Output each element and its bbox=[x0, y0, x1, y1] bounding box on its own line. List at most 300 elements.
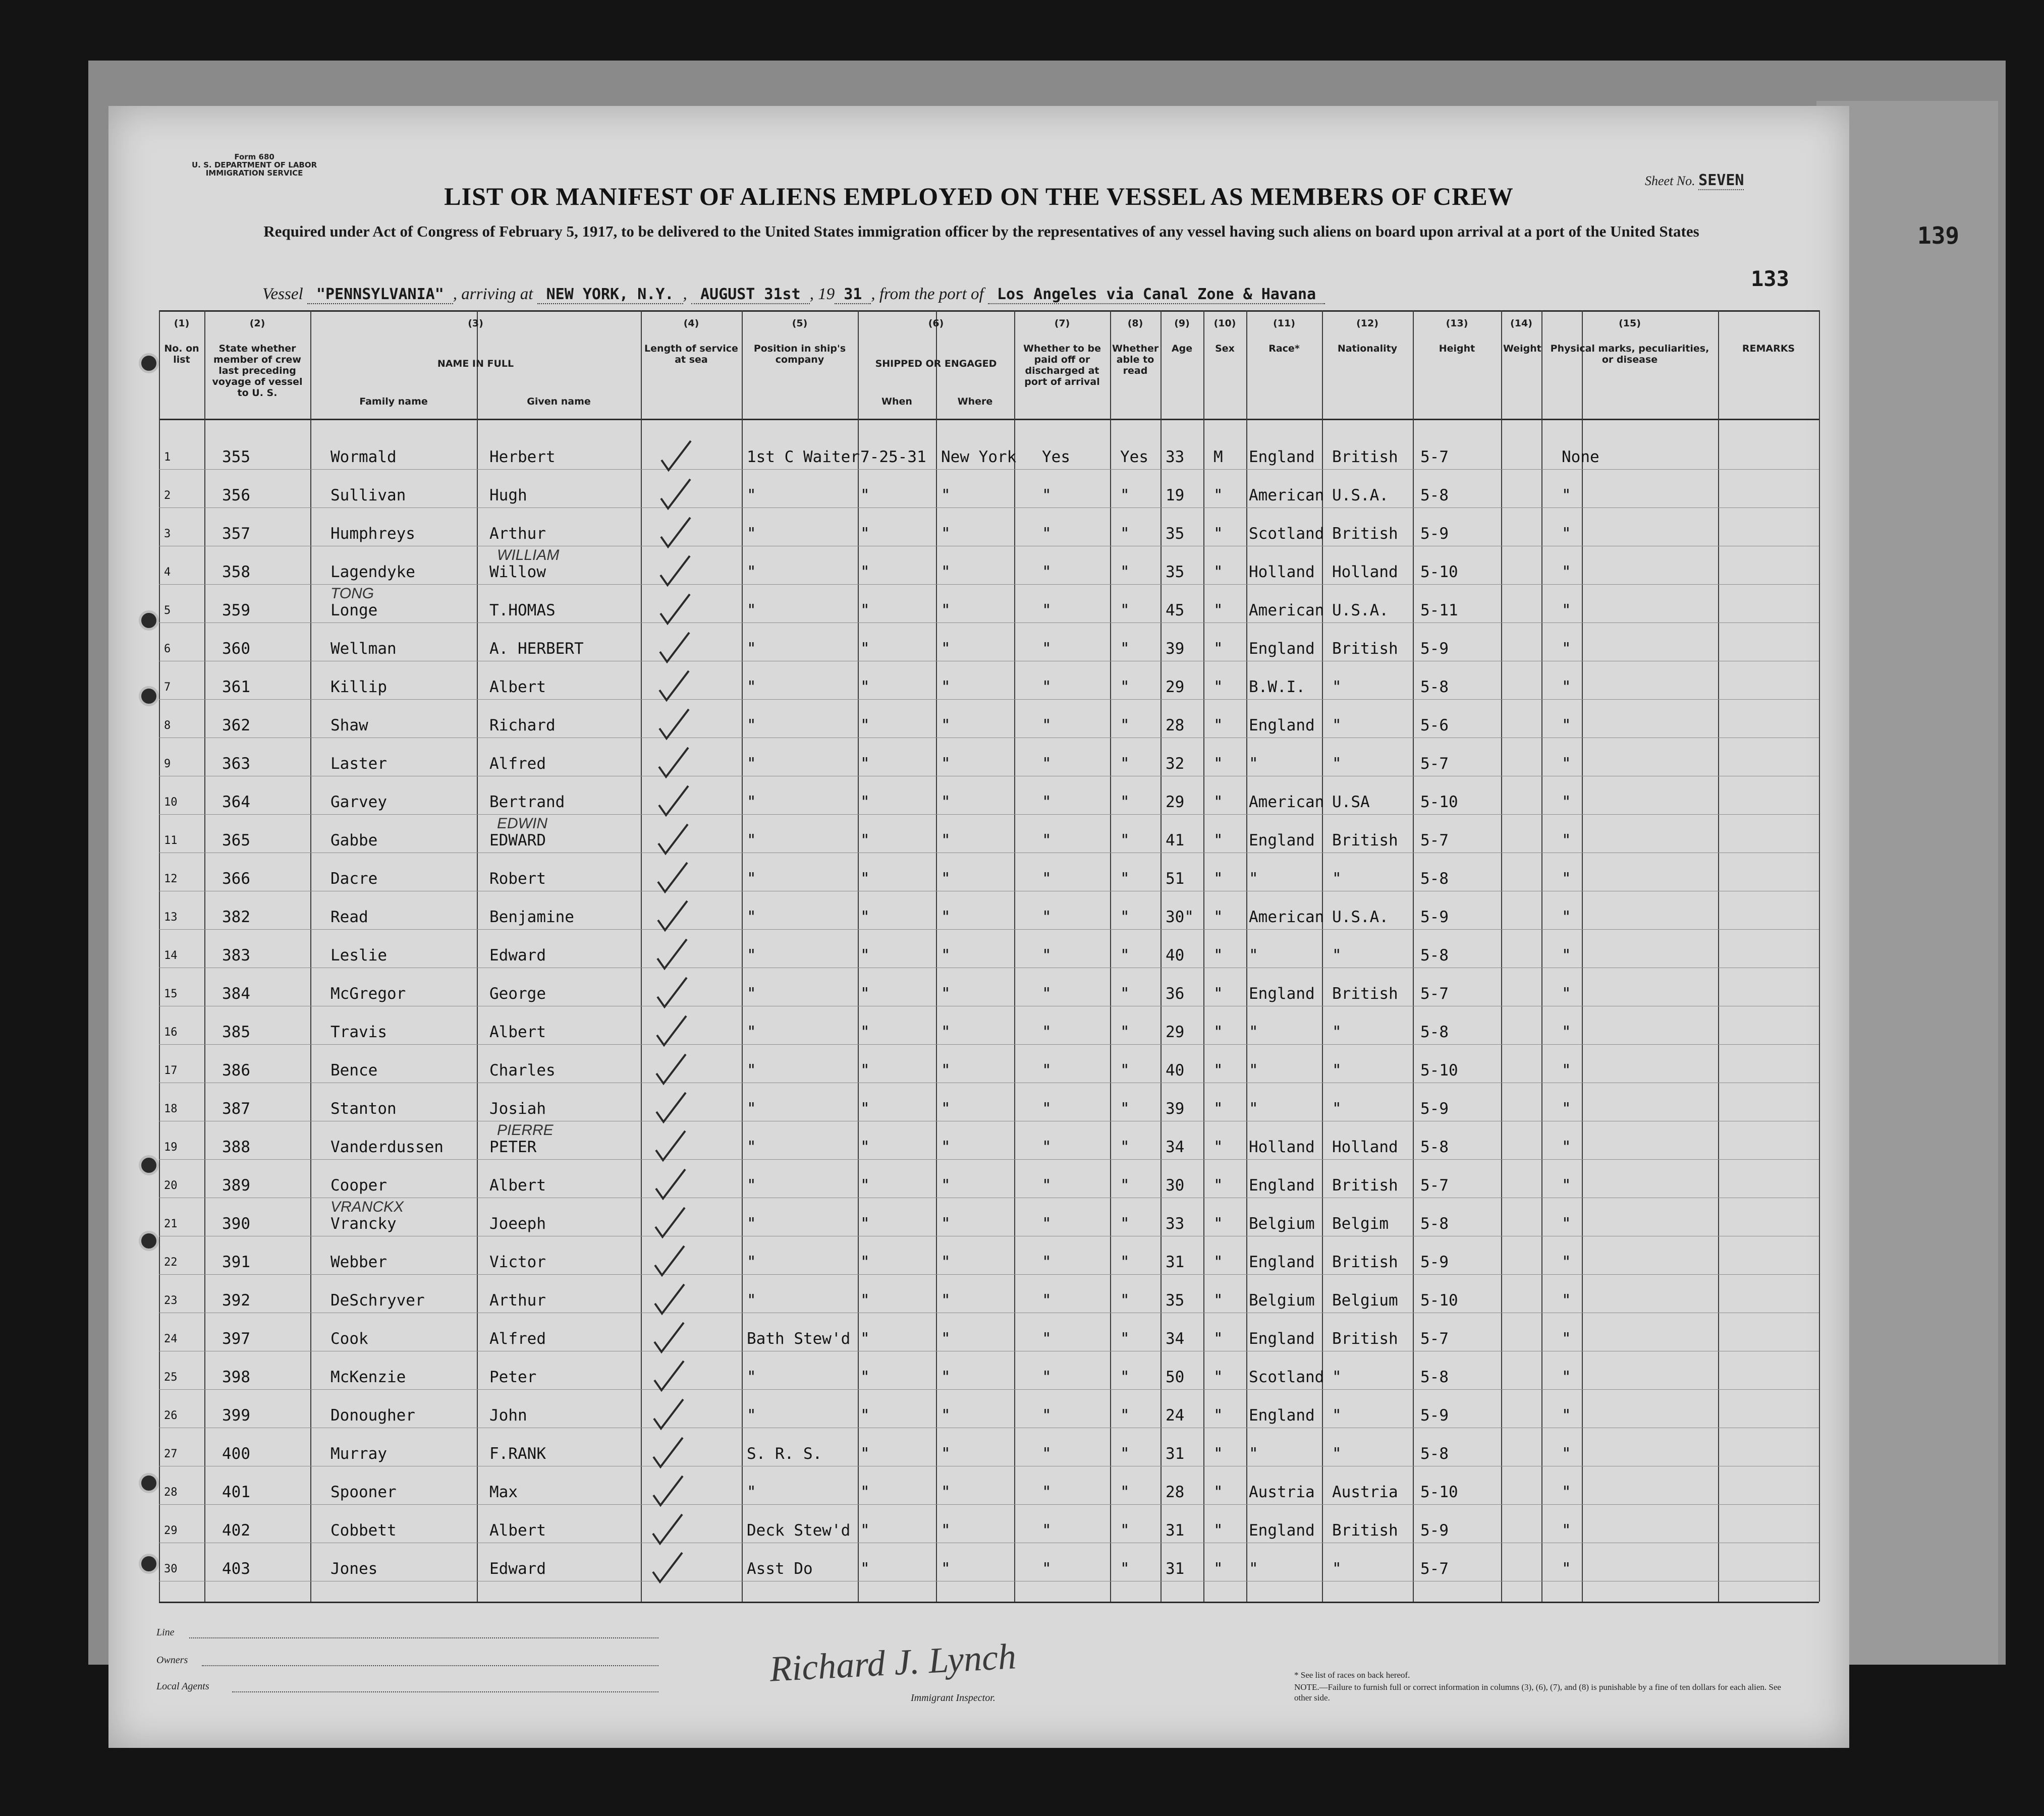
physical-marks-value: " bbox=[1562, 640, 1571, 658]
prev-voyage-value: 358 bbox=[222, 563, 250, 581]
given-name: Arthur bbox=[489, 1291, 546, 1310]
row-rule bbox=[159, 1504, 1819, 1505]
check-mark-icon bbox=[654, 976, 690, 1011]
race-value: England bbox=[1249, 448, 1315, 466]
column-rule bbox=[1110, 310, 1111, 1602]
age-value: 34 bbox=[1166, 1138, 1185, 1156]
page-subtitle: Required under Act of Congress of February 5, 1917, to be delivered to the United States immigration officer by the representatives of any vessel having such aliens on board upon arrival at a port of the United States bbox=[263, 222, 1699, 240]
row-rule bbox=[159, 814, 1819, 815]
age-value: 29 bbox=[1166, 793, 1185, 811]
physical-marks-value: " bbox=[1562, 1521, 1571, 1540]
sex-value: " bbox=[1213, 870, 1223, 888]
check-mark-icon bbox=[652, 1282, 687, 1318]
local-agents-field bbox=[232, 1691, 658, 1692]
paid-off-value: " bbox=[1042, 1215, 1052, 1233]
col-weight-number: (14) bbox=[1510, 318, 1532, 329]
position-value: " bbox=[747, 1483, 756, 1501]
prev-voyage-value: 362 bbox=[222, 716, 250, 734]
shipped-where: " bbox=[941, 946, 951, 964]
nationality-value: British bbox=[1332, 640, 1398, 658]
height-value: 5-7 bbox=[1420, 1560, 1449, 1578]
age-value: 31 bbox=[1166, 1560, 1185, 1578]
arrival-year: 31 bbox=[835, 286, 871, 304]
check-mark-icon bbox=[656, 707, 692, 743]
physical-marks-value: " bbox=[1562, 1176, 1571, 1195]
prev-voyage-value: 390 bbox=[222, 1215, 250, 1233]
prev-voyage-value: 401 bbox=[222, 1483, 250, 1501]
given-name: Bertrand bbox=[489, 793, 565, 811]
height-value: 5-7 bbox=[1420, 1176, 1449, 1195]
height-value: 5-8 bbox=[1420, 486, 1449, 504]
given-name: Arthur bbox=[489, 525, 546, 543]
family-name: Travis bbox=[330, 1023, 387, 1041]
shipped-when: " bbox=[860, 1368, 870, 1386]
given-name: John bbox=[489, 1406, 527, 1425]
race-value: " bbox=[1249, 1445, 1258, 1463]
age-value: 39 bbox=[1166, 640, 1185, 658]
col-nationality-number: (12) bbox=[1356, 318, 1378, 329]
age-value: 35 bbox=[1166, 563, 1185, 581]
column-rule bbox=[310, 310, 311, 1602]
nationality-value: Belgium bbox=[1332, 1291, 1398, 1310]
physical-marks-value: " bbox=[1562, 563, 1571, 581]
paid-off-value: " bbox=[1042, 1176, 1052, 1195]
row-number: 7 bbox=[164, 681, 171, 694]
physical-marks-value: " bbox=[1562, 1560, 1571, 1578]
back-sheet-number: 139 bbox=[1917, 222, 1960, 249]
read-value: " bbox=[1120, 1560, 1130, 1578]
shipped-where: " bbox=[941, 755, 951, 773]
shipped-where: " bbox=[941, 1560, 951, 1578]
read-value: " bbox=[1120, 1483, 1130, 1501]
read-value: " bbox=[1120, 678, 1130, 696]
form-number: Form 680 bbox=[234, 152, 274, 161]
given-name: EDWARD bbox=[489, 831, 546, 849]
row-number: 3 bbox=[164, 528, 171, 540]
shipped-where: " bbox=[941, 1483, 951, 1501]
col-prev-voyage-number: (2) bbox=[249, 318, 265, 329]
owners-field bbox=[202, 1665, 658, 1666]
position-value: " bbox=[747, 1368, 756, 1386]
col-no-label: No. on list bbox=[164, 343, 199, 365]
family-name: Gabbe bbox=[330, 831, 378, 849]
line-label: Line bbox=[156, 1627, 175, 1638]
position-value: 1st C Waiter bbox=[747, 448, 860, 466]
sex-value: " bbox=[1213, 640, 1223, 658]
col-age-number: (9) bbox=[1174, 318, 1190, 329]
family-name: Read bbox=[330, 908, 368, 926]
shipped-when: " bbox=[860, 1445, 870, 1463]
race-value: England bbox=[1249, 1330, 1315, 1348]
row-number: 5 bbox=[164, 604, 171, 617]
given-name: Joeeph bbox=[489, 1215, 546, 1233]
read-value: " bbox=[1120, 563, 1130, 581]
given-name: Hugh bbox=[489, 486, 527, 504]
col-name-number: (3) bbox=[468, 318, 483, 329]
given-name: Robert bbox=[489, 870, 546, 888]
col-remarks-label: REMARKS bbox=[1742, 343, 1795, 354]
punch-hole bbox=[139, 1554, 159, 1574]
shipped-when: " bbox=[860, 1138, 870, 1156]
nationality-value: " bbox=[1332, 870, 1342, 888]
row-rule bbox=[159, 469, 1819, 470]
race-value: Holland bbox=[1249, 563, 1315, 581]
family-name: Donougher bbox=[330, 1406, 415, 1425]
given-name: Alfred bbox=[489, 755, 546, 773]
local-agents-label: Local Agents bbox=[156, 1681, 209, 1692]
given-name: Josiah bbox=[489, 1100, 546, 1118]
physical-marks-value: " bbox=[1562, 525, 1571, 543]
physical-marks-value: " bbox=[1562, 870, 1571, 888]
row-number: 19 bbox=[164, 1141, 178, 1154]
sex-value: " bbox=[1213, 755, 1223, 773]
physical-marks-value: " bbox=[1562, 1215, 1571, 1233]
sex-value: M bbox=[1213, 448, 1223, 466]
check-mark-icon bbox=[651, 1359, 687, 1394]
row-rule bbox=[159, 737, 1819, 738]
age-value: 31 bbox=[1166, 1445, 1185, 1463]
nationality-value: U.S.A. bbox=[1332, 486, 1389, 504]
shipped-when: " bbox=[860, 486, 870, 504]
prev-voyage-value: 389 bbox=[222, 1176, 250, 1195]
age-value: 30 bbox=[1166, 1176, 1185, 1195]
arriving-label: , arriving at bbox=[453, 285, 533, 303]
punch-hole bbox=[139, 353, 159, 373]
height-value: 5-7 bbox=[1420, 985, 1449, 1003]
nationality-value: " bbox=[1332, 755, 1342, 773]
family-name: DeSchryver bbox=[330, 1291, 425, 1310]
nationality-value: British bbox=[1332, 525, 1398, 543]
nationality-value: " bbox=[1332, 1100, 1342, 1118]
sex-value: " bbox=[1213, 831, 1223, 849]
shipped-when: " bbox=[860, 1406, 870, 1425]
row-rule bbox=[159, 1274, 1819, 1275]
paid-off-value: " bbox=[1042, 601, 1052, 619]
given-name: Albert bbox=[489, 1176, 546, 1195]
read-value: " bbox=[1120, 1445, 1130, 1463]
prev-voyage-value: 361 bbox=[222, 678, 250, 696]
physical-marks-value: " bbox=[1562, 716, 1571, 734]
c3-given-subheader: Given name bbox=[527, 396, 591, 407]
age-value: 28 bbox=[1166, 1483, 1185, 1501]
family-name: Laster bbox=[330, 755, 387, 773]
height-value: 5-6 bbox=[1420, 716, 1449, 734]
physical-marks-value: " bbox=[1562, 1445, 1571, 1463]
line-field bbox=[189, 1637, 658, 1638]
row-number: 9 bbox=[164, 758, 171, 770]
check-mark-icon bbox=[655, 861, 690, 896]
race-value: " bbox=[1249, 946, 1258, 964]
arrival-date: AUGUST 31st bbox=[691, 286, 810, 304]
shipped-where: " bbox=[941, 1100, 951, 1118]
row-number: 13 bbox=[164, 911, 178, 924]
family-name: Murray bbox=[330, 1445, 387, 1463]
read-value: " bbox=[1120, 525, 1130, 543]
manifest-page bbox=[108, 106, 1849, 1748]
nationality-value: " bbox=[1332, 716, 1342, 734]
age-value: 29 bbox=[1166, 678, 1185, 696]
row-number: 11 bbox=[164, 834, 178, 847]
col-position-label: Position in ship's company bbox=[753, 343, 846, 365]
physical-marks-value: " bbox=[1562, 1023, 1571, 1041]
prev-voyage-value: 391 bbox=[222, 1253, 250, 1271]
prev-voyage-value: 400 bbox=[222, 1445, 250, 1463]
departure-port: Los Angeles via Canal Zone & Havana bbox=[988, 286, 1325, 304]
read-value: " bbox=[1120, 1100, 1130, 1118]
shipped-when: " bbox=[860, 1215, 870, 1233]
prev-voyage-value: 392 bbox=[222, 1291, 250, 1310]
punch-hole bbox=[139, 1473, 159, 1493]
column-rule bbox=[1819, 310, 1820, 1602]
height-value: 5-8 bbox=[1420, 1138, 1449, 1156]
prev-voyage-value: 398 bbox=[222, 1368, 250, 1386]
check-mark-icon bbox=[657, 592, 693, 628]
race-value: " bbox=[1249, 1023, 1258, 1041]
sheet-no-value: SEVEN bbox=[1698, 172, 1744, 189]
shipped-where: " bbox=[941, 1023, 951, 1041]
shipped-when: " bbox=[860, 1521, 870, 1540]
paid-off-value: Yes bbox=[1042, 448, 1070, 466]
shipped-when: " bbox=[860, 1483, 870, 1501]
prev-voyage-value: 365 bbox=[222, 831, 250, 849]
nationality-value: " bbox=[1332, 678, 1342, 696]
paid-off-value: " bbox=[1042, 1100, 1052, 1118]
shipped-where: " bbox=[941, 601, 951, 619]
nationality-value: U.S.A. bbox=[1332, 601, 1389, 619]
shipped-when: " bbox=[860, 1100, 870, 1118]
physical-marks-value: None bbox=[1562, 448, 1599, 466]
age-value: 31 bbox=[1166, 1521, 1185, 1540]
nationality-value: Holland bbox=[1332, 563, 1398, 581]
family-name: McGregor bbox=[330, 985, 406, 1003]
column-rule bbox=[1718, 310, 1719, 1602]
family-name-correction: TONG bbox=[330, 585, 374, 602]
race-value: England bbox=[1249, 1521, 1315, 1540]
sex-value: " bbox=[1213, 1253, 1223, 1271]
shipped-where: " bbox=[941, 1253, 951, 1271]
family-name: Stanton bbox=[330, 1100, 397, 1118]
paid-off-value: " bbox=[1042, 1406, 1052, 1425]
check-mark-icon bbox=[650, 1512, 685, 1548]
position-value: " bbox=[747, 1061, 756, 1080]
read-value: " bbox=[1120, 716, 1130, 734]
check-mark-icon bbox=[657, 554, 693, 589]
height-value: 5-10 bbox=[1420, 1061, 1458, 1080]
year-prefix: 19 bbox=[818, 285, 835, 303]
col-age-label: Age bbox=[1171, 343, 1193, 354]
col-service-label: Length of service at sea bbox=[644, 343, 738, 365]
sex-value: " bbox=[1213, 678, 1223, 696]
paid-off-value: " bbox=[1042, 525, 1052, 543]
prev-voyage-value: 397 bbox=[222, 1330, 250, 1348]
race-value: Scotland bbox=[1249, 525, 1324, 543]
prev-voyage-value: 387 bbox=[222, 1100, 250, 1118]
physical-marks-value: " bbox=[1562, 1253, 1571, 1271]
given-name: Albert bbox=[489, 1521, 546, 1540]
given-name: Peter bbox=[489, 1368, 537, 1386]
given-name: PETER bbox=[489, 1138, 537, 1156]
family-name: Dacre bbox=[330, 870, 378, 888]
check-mark-icon bbox=[652, 1206, 688, 1241]
row-number: 2 bbox=[164, 489, 171, 502]
vessel-label: Vessel bbox=[262, 285, 303, 303]
height-value: 5-10 bbox=[1420, 1291, 1458, 1310]
read-value: " bbox=[1120, 870, 1130, 888]
row-number: 12 bbox=[164, 873, 178, 885]
row-number: 27 bbox=[164, 1448, 178, 1460]
check-mark-icon bbox=[656, 746, 691, 781]
prev-voyage-value: 364 bbox=[222, 793, 250, 811]
race-value: " bbox=[1249, 870, 1258, 888]
position-value: " bbox=[747, 1406, 756, 1425]
row-number: 22 bbox=[164, 1256, 178, 1269]
sex-value: " bbox=[1213, 1406, 1223, 1425]
col-service-number: (4) bbox=[683, 318, 699, 329]
from-label: , from the port of bbox=[871, 285, 984, 303]
given-name: Charles bbox=[489, 1061, 556, 1080]
shipped-where: " bbox=[941, 486, 951, 504]
race-value: Scotland bbox=[1249, 1368, 1324, 1386]
family-name: Garvey bbox=[330, 793, 387, 811]
col-name-label: NAME IN FULL bbox=[437, 358, 514, 369]
shipped-where: " bbox=[941, 1215, 951, 1233]
sex-value: " bbox=[1213, 716, 1223, 734]
shipped-where: " bbox=[941, 1061, 951, 1080]
age-value: 33 bbox=[1166, 1215, 1185, 1233]
paid-off-value: " bbox=[1042, 563, 1052, 581]
height-value: 5-9 bbox=[1420, 525, 1449, 543]
col-weight-label: Weight bbox=[1503, 343, 1541, 354]
shipped-when: " bbox=[860, 831, 870, 849]
col-sex-label: Sex bbox=[1215, 343, 1235, 354]
position-value: Bath Stew'd bbox=[747, 1330, 851, 1348]
sex-value: " bbox=[1213, 1100, 1223, 1118]
check-mark-icon bbox=[651, 1321, 687, 1356]
row-number: 6 bbox=[164, 643, 171, 655]
shipped-where: " bbox=[941, 640, 951, 658]
position-value: " bbox=[747, 755, 756, 773]
sex-value: " bbox=[1213, 525, 1223, 543]
column-rule bbox=[1541, 310, 1542, 1602]
page-title: LIST OR MANIFEST OF ALIENS EMPLOYED ON THE VESSEL AS MEMBERS OF CREW bbox=[444, 182, 1514, 210]
prev-voyage-value: 382 bbox=[222, 908, 250, 926]
inspector-signature: Richard J. Lynch bbox=[768, 1636, 1017, 1689]
position-value: " bbox=[747, 525, 756, 543]
position-value: " bbox=[747, 601, 756, 619]
race-value: American bbox=[1249, 793, 1324, 811]
nationality-value: " bbox=[1332, 1445, 1342, 1463]
row-number: 21 bbox=[164, 1218, 178, 1230]
read-value: " bbox=[1120, 1215, 1130, 1233]
row-rule bbox=[159, 1389, 1819, 1390]
shipped-where: " bbox=[941, 525, 951, 543]
paid-off-value: " bbox=[1042, 1253, 1052, 1271]
family-name: Spooner bbox=[330, 1483, 397, 1501]
sex-value: " bbox=[1213, 985, 1223, 1003]
age-value: 29 bbox=[1166, 1023, 1185, 1041]
check-mark-icon bbox=[654, 1014, 689, 1049]
family-name: Wellman bbox=[330, 640, 397, 658]
table-bottom-rule bbox=[159, 1602, 1819, 1603]
read-value: Yes bbox=[1120, 448, 1148, 466]
paid-off-value: " bbox=[1042, 985, 1052, 1003]
table-top-rule bbox=[159, 310, 1819, 312]
row-number: 18 bbox=[164, 1103, 178, 1115]
col-read-label: Whether able to read bbox=[1112, 343, 1159, 376]
physical-marks-value: " bbox=[1562, 1406, 1571, 1425]
shipped-when: " bbox=[860, 678, 870, 696]
paid-off-value: " bbox=[1042, 793, 1052, 811]
read-value: " bbox=[1120, 1521, 1130, 1540]
sex-value: " bbox=[1213, 908, 1223, 926]
punch-hole bbox=[139, 1155, 159, 1175]
column-rule bbox=[641, 310, 642, 1602]
position-value: " bbox=[747, 1100, 756, 1118]
sex-value: " bbox=[1213, 1215, 1223, 1233]
race-value: England bbox=[1249, 716, 1315, 734]
service-name: IMMIGRATION SERVICE bbox=[205, 168, 303, 178]
age-value: 35 bbox=[1166, 525, 1185, 543]
family-name: Webber bbox=[330, 1253, 387, 1271]
shipped-when: " bbox=[860, 1023, 870, 1041]
col-height-number: (13) bbox=[1446, 318, 1468, 329]
family-name: Wormald bbox=[330, 448, 397, 466]
check-mark-icon bbox=[656, 784, 691, 819]
check-mark-icon bbox=[654, 937, 690, 973]
nationality-value: British bbox=[1332, 1176, 1398, 1195]
given-name-correction: PIERRE bbox=[497, 1122, 554, 1139]
row-rule bbox=[159, 507, 1819, 508]
nationality-value: " bbox=[1332, 1368, 1342, 1386]
prev-voyage-value: 356 bbox=[222, 486, 250, 504]
sheet-no-label: Sheet No. bbox=[1645, 174, 1695, 188]
check-mark-icon bbox=[653, 1129, 688, 1164]
check-mark-icon bbox=[656, 669, 692, 704]
shipped-when: " bbox=[860, 908, 870, 926]
column-rule bbox=[936, 310, 937, 1602]
family-name: Humphreys bbox=[330, 525, 415, 543]
col-position-number: (5) bbox=[792, 318, 808, 329]
punch-hole bbox=[139, 686, 159, 706]
col-height-label: Height bbox=[1439, 343, 1475, 354]
physical-marks-value: " bbox=[1562, 601, 1571, 619]
shipped-when: " bbox=[860, 525, 870, 543]
sex-value: " bbox=[1213, 1061, 1223, 1080]
family-name: Cobbett bbox=[330, 1521, 397, 1540]
c6-where-subheader: Where bbox=[957, 396, 993, 407]
row-rule bbox=[159, 699, 1819, 700]
form-identifier bbox=[192, 153, 317, 177]
sex-value: " bbox=[1213, 1138, 1223, 1156]
sex-value: " bbox=[1213, 793, 1223, 811]
shipped-where: " bbox=[941, 908, 951, 926]
shipped-when: " bbox=[860, 1291, 870, 1310]
read-value: " bbox=[1120, 1061, 1130, 1080]
height-value: 5-8 bbox=[1420, 1215, 1449, 1233]
physical-marks-value: " bbox=[1562, 946, 1571, 964]
position-value: " bbox=[747, 1023, 756, 1041]
family-name: McKenzie bbox=[330, 1368, 406, 1386]
age-value: 24 bbox=[1166, 1406, 1185, 1425]
race-value: B.W.I. bbox=[1249, 678, 1305, 696]
age-value: 19 bbox=[1166, 486, 1185, 504]
column-rule bbox=[858, 310, 859, 1602]
family-name: Sullivan bbox=[330, 486, 406, 504]
race-value: Belgium bbox=[1249, 1291, 1315, 1310]
physical-marks-value: " bbox=[1562, 678, 1571, 696]
family-name-correction: VRANCKX bbox=[330, 1199, 404, 1215]
shipped-when: " bbox=[860, 755, 870, 773]
